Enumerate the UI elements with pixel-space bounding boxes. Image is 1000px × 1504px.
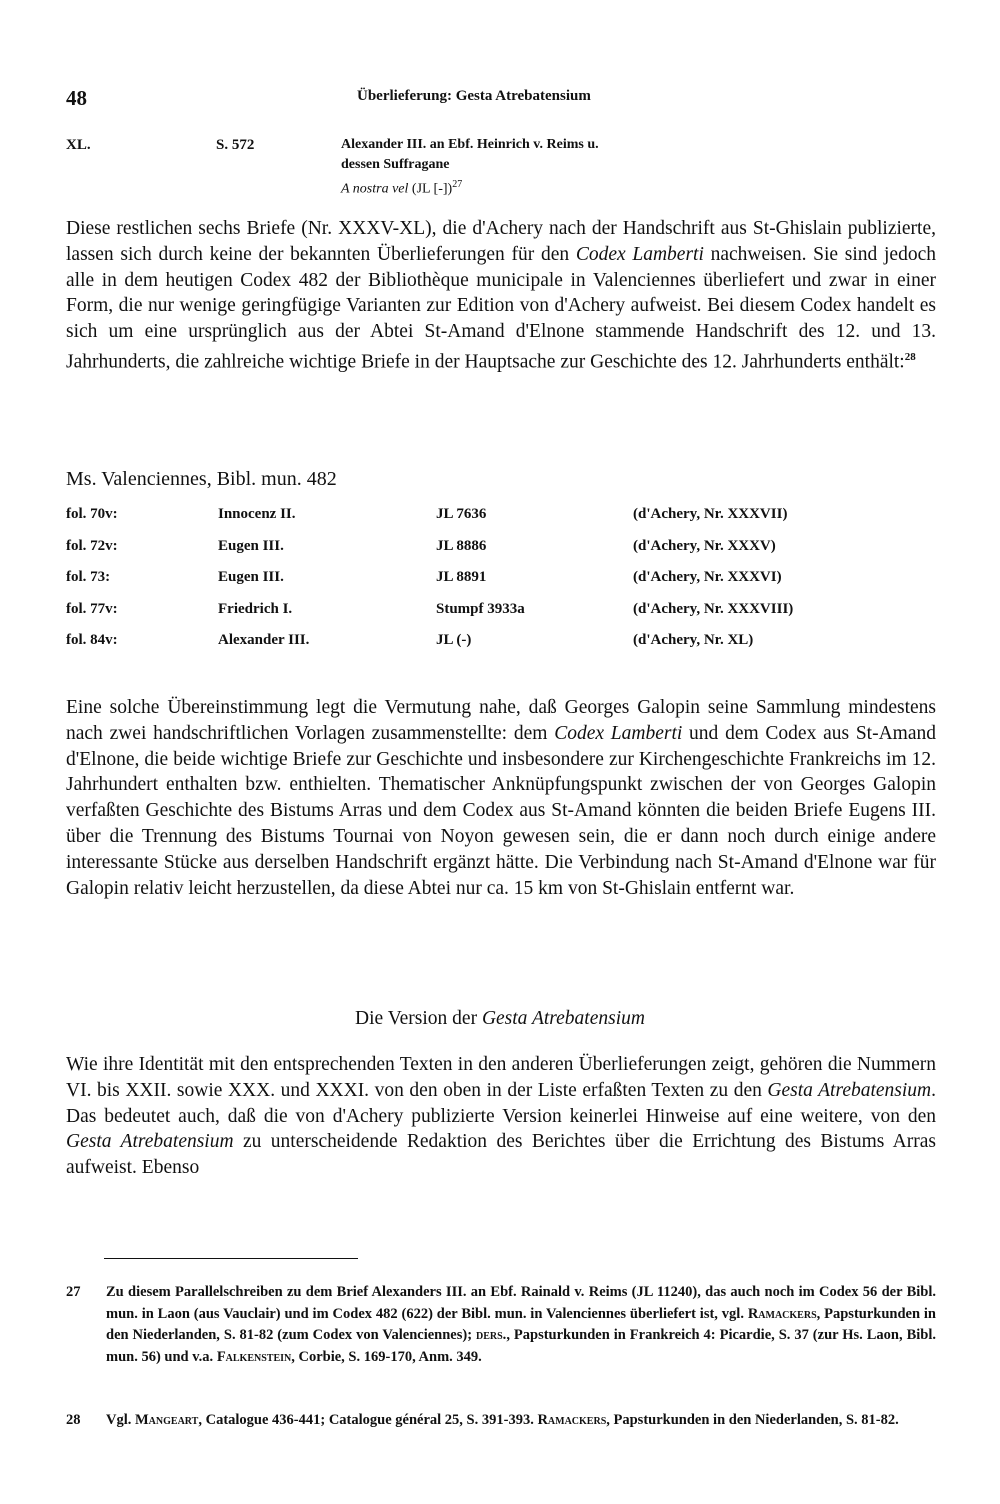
folio-cell: fol. 77v: [66, 600, 118, 617]
footnote-27 [66, 1282, 936, 1368]
paragraph-3-text-end: zu unterscheidende Redaktion des Berichtes über die Errichtung des Bistums Arras aufweist. Ebenso [66, 1131, 936, 1179]
paragraph-1 [66, 216, 936, 375]
footnote-text-part: , Papsturkunden in den Niederlanden, S. 81-82. [606, 1412, 899, 1428]
folio-cell: fol. 84v: [66, 632, 118, 648]
footnote-text-part: , Papsturkunden in Frankreich 4: Picardie, S. 37 (zur Hs. Laon, Bibl. mun. 56) und v.a. [106, 1327, 936, 1365]
entry-line-3 [341, 175, 761, 200]
paragraph-3 [66, 1052, 936, 1181]
paragraph-2-text: Eine solche Übereinstimmung legt die Vermutung nahe, daß Georges Galopin seine Sammlung mindestens nach zwei handschriftlichen Vorlagen zusammenstellte: dem [66, 697, 936, 744]
running-head: Überlieferung: Gesta Atrebatensium [357, 88, 591, 104]
jl-cell: JL 7636 [436, 506, 487, 522]
footnote-text [106, 1282, 936, 1368]
author-name: Falkenstein [216, 1348, 292, 1365]
footnote-ref-28: 28 [904, 350, 916, 363]
entry-page-ref: S. 572 [216, 137, 255, 153]
footnote-text-part: Vgl. [106, 1412, 135, 1428]
author-name: Ramackers [537, 1412, 607, 1428]
manuscript-table [66, 506, 893, 664]
sender-cell: Eugen III. [218, 569, 284, 585]
edition-cell: (d'Achery, Nr. XXXV) [633, 537, 776, 554]
sender-cell: Alexander III. [218, 632, 310, 648]
footnote-28 [66, 1410, 936, 1432]
entry-description [341, 135, 761, 200]
page-number: 48 [66, 86, 87, 110]
paragraph-3-text: Wie ihre Identität mit den entsprechenden Texten in den anderen Überlieferungen zeigt, gehören die Nummern VI. bis XXII. sowie XXX. und XXXI. von den oben in der Liste erfaßten Texten zu den [66, 1054, 936, 1101]
edition-cell: (d'Achery, Nr. XL) [633, 632, 754, 648]
jl-cell: JL (-) [436, 632, 472, 648]
entry-line-2: dessen Suffragane [341, 157, 450, 172]
author-name: Mangeart [135, 1412, 199, 1428]
gesta-italic: Gesta Atrebatensium [767, 1079, 932, 1101]
paragraph-2-text-cont: und dem Codex aus St-Amand d'Elnone, die beide wichtige Briefe zur Geschichte und insbesondere zur Kirchengeschichte Frankreichs im 12. Jahrhundert enthalten bzw. enthielten. Thematischer Anknüpfungspunkt zwischen der von Georges Galopin verfaßten Geschichte des Bistums Arras und dem Codex aus St-Amand könnten die beiden Briefe Eugens III. über die Trennung des Bistums Tournai von Noyon gewesen sein, die er dann noch durch einige andere interessante Stücke aus derselben Handschrift ergänzt hätte. Die Verbindung nach St-Amand d'Elnone war für Galopin relativ leicht herzustellen, da diese Abtei nur ca. 15 km von St-Ghislain entfernt war. [66, 722, 937, 899]
letter-entry [66, 135, 936, 195]
jl-cell: JL 8886 [436, 537, 487, 554]
section-title [0, 1008, 1000, 1030]
gesta-italic: Gesta Atrebatensium [66, 1131, 234, 1153]
sender-cell: Innocenz II. [218, 506, 296, 522]
folio-cell: fol. 73: [66, 569, 111, 585]
entry-number: XL. [66, 137, 91, 153]
manuscript-row [66, 569, 893, 601]
section-title-italic: Gesta Atrebatensium [481, 1008, 645, 1029]
edition-cell: (d'Achery, Nr. XXXVIII) [633, 600, 794, 617]
manuscript-row [66, 632, 893, 664]
entry-incipit: A nostra vel [341, 181, 409, 197]
paragraph-2 [66, 695, 936, 901]
folio-cell: fol. 70v: [66, 506, 118, 522]
paragraph-1-text: Diese restlichen sechs Briefe (Nr. XXXV-XL), die d'Achery nach der Handschrift aus St-Ghislain publizierte, lassen sich durch keine der bekannten Überlieferungen für den [66, 218, 936, 265]
manuscript-row [66, 506, 893, 538]
manuscript-heading: Ms. Valenciennes, Bibl. mun. 482 [66, 468, 337, 490]
codex-lamberti-italic: Codex Lamberti [554, 722, 683, 744]
footnote-text-part: , Corbie, S. 169-170, Anm. 349. [291, 1348, 482, 1365]
sender-cell: Eugen III. [218, 537, 284, 554]
manuscript-row [66, 601, 893, 633]
jl-cell: Stumpf 3933a [436, 600, 525, 617]
jl-cell: JL 8891 [436, 569, 487, 585]
footnote-text-part: , Catalogue 436-441; Catalogue général 25, S. 391-393. [198, 1412, 538, 1428]
footnote-text-part: Zu diesem Parallelschreiben zu dem Brief Alexanders III. an Ebf. Rainald v. Reims (JL 11240), das auch noch im Codex 56 der Bibl. mun. in Laon (aus Vauclair) und im Codex 482 (622) der Bibl. mun. in Valenciennes überliefert ist, vgl. [106, 1284, 936, 1322]
author-name: ders. [476, 1327, 507, 1343]
sender-cell: Friedrich I. [218, 600, 293, 617]
entry-line-1: Alexander III. an Ebf. Heinrich v. Reims u. [341, 137, 599, 152]
footnote-number: 28 [66, 1412, 81, 1428]
footnote-text-part: , Papsturkunden in den Niederlanden, S. 81-82 (zum Codex von Valenciennes); [106, 1305, 936, 1343]
paragraph-3-text-cont: . Das bedeutet auch, daß die von d'Achery publizierte Version keinerlei Hinweise auf eine weitere, von den [66, 1079, 937, 1127]
entry-jl-ref: (JL [-]) [411, 181, 453, 197]
folio-cell: fol. 72v: [66, 537, 118, 554]
codex-lamberti-italic: Codex Lamberti [575, 243, 704, 265]
edition-cell: (d'Achery, Nr. XXXVI) [633, 569, 782, 585]
section-title-prefix: Die Version der [355, 1008, 482, 1029]
footnote-divider [104, 1258, 358, 1259]
manuscript-row [66, 538, 893, 570]
footnote-number: 27 [66, 1284, 81, 1300]
footnote-text [106, 1410, 936, 1432]
edition-cell: (d'Achery, Nr. XXXVII) [633, 506, 788, 522]
footnote-ref-27: 27 [452, 179, 463, 190]
paragraph-1-text-cont: nachweisen. Sie sind jedoch alle in dem heutigen Codex 482 der Bibliothèque municipale in Valenciennes überliefert und zwar in einer Form, die nur wenige geringfügige Varianten zur Edition von d'Achery aufweist. Bei diesem Codex handelt es sich um eine ursprünglich aus der Abtei St-Amand d'Elnone stammende Handschrift des 12. und 13. Jahrhunderts, die zahlreiche wichtige Briefe in der Hauptsache zur Geschichte des 12. Jahrhunderts enthält: [66, 243, 936, 373]
author-name: Ramackers [747, 1305, 817, 1322]
